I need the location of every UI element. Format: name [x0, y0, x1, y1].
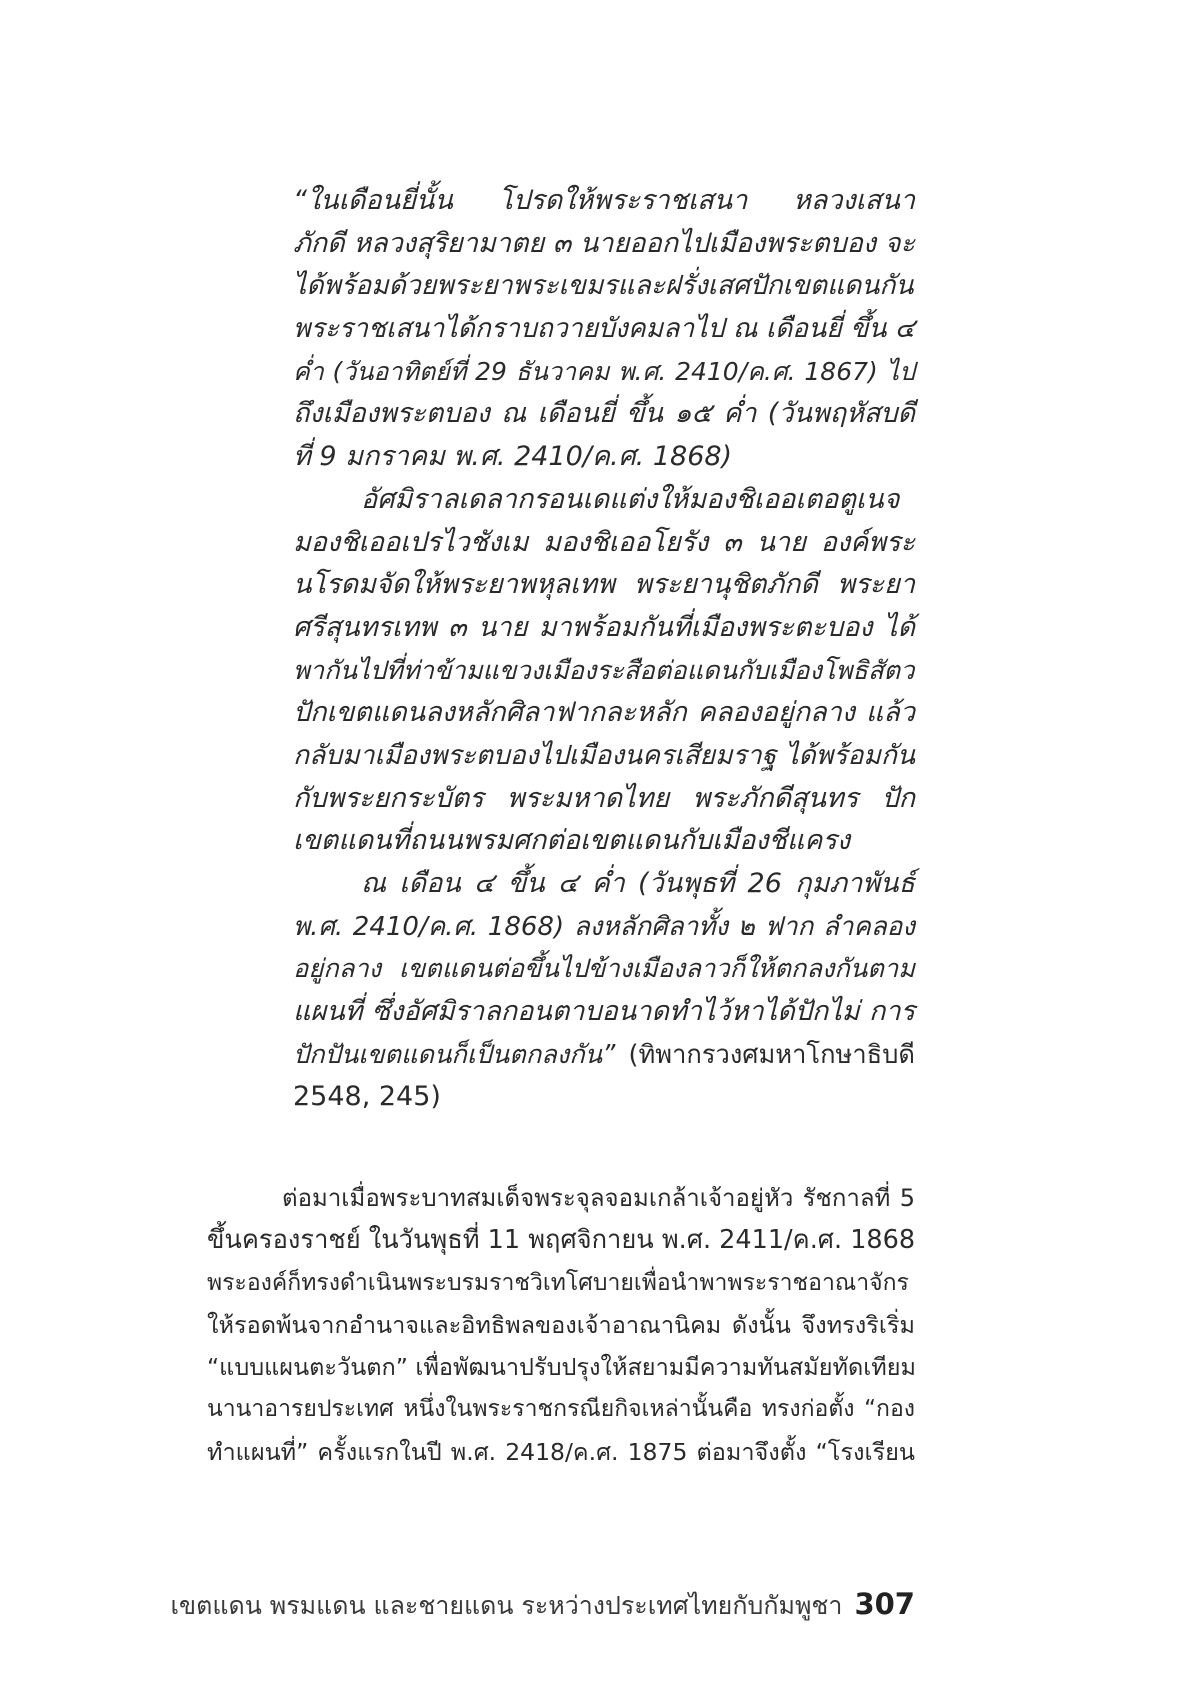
quote-line: อัศมิราลเดลากรอนเดแต่งให้มองชิเออเตอตูเนจ [361, 483, 900, 515]
quote-line: มองชิเออเปรไวชังเม มองชิเออโยรัง ๓ นาย องค์พระ [293, 526, 915, 558]
body-line: “แบบแผนตะวันตก” เพื่อพัฒนาปรับปรุงให้สยามมีความทันสมัยทัดเทียม [207, 1353, 917, 1382]
quote-line: อยู่กลาง เขตแดนต่อขึ้นไปข้างเมืองลาวก็ให้ตกลงกันตาม [293, 954, 915, 985]
quote-line: กลับมาเมืองพระตบองไปเมืองนครเสียมราฐ ได้พร้อมกัน [293, 739, 915, 771]
quote-line: พระราชเสนาได้กราบถวายบังคมลาไป ณ เดือนยี่ ขึ้น ๔ [293, 313, 915, 345]
page-number: 307 [854, 1587, 915, 1621]
quote-line: ที่ 9 มกราคม พ.ศ. 2410/ค.ศ. 1868) [293, 441, 733, 473]
quote-line: ปักเขตแดนลงหลักศิลาฟากละหลัก คลองอยู่กลาง แล้ว [293, 697, 915, 729]
quote-line: พากันไปที่ท่าข้ามแขวงเมืองระสือต่อแดนกับเมืองโพธิสัตว [293, 655, 915, 686]
quote-line: “ในเดือนยี่นั้น โปรดให้พระราชเสนา หลวงเสนา [293, 185, 915, 216]
page-footer [170, 1586, 915, 1626]
citation-end: 2548, 245) [293, 1081, 441, 1113]
quote-line: ศรีสุนทรเทพ ๓ นาย มาพร้อมกันที่เมืองพระตะบอง ได้ [293, 611, 915, 643]
quote-closing-text: ปักปันเขตแดนก็เป็นตกลงกัน” [293, 1039, 616, 1070]
quote-line: ได้พร้อมด้วยพระยาพระเขมรและฝรั่งเสศปักเขตแดนกัน [293, 270, 914, 302]
quote-line: ภักดี หลวงสุริยามาตย ๓ นายออกไปเมืองพระตบอง จะ [293, 227, 915, 259]
citation-text: (ทิพากรวงศมหาโกษาธิบดี [615, 1039, 915, 1070]
body-line: พระองค์ก็ทรงดำเนินพระบรมราชวิเทโศบายเพื่อนำพาพระราชอาณาจักร [207, 1269, 909, 1296]
quote-line: เขตแดนที่ถนนพรมศกต่อเขตแดนกับเมืองชีแครง [293, 825, 851, 857]
quote-line: ค่ำ (วันอาทิตย์ที่ 29 ธันวาคม พ.ศ. 2410/ค.ศ. 1867) ไป [293, 356, 915, 386]
quote-line: กับพระยกระบัตร พระมหาดไทย พระภักดีสุนทร ปัก [293, 782, 915, 814]
quote-line: แผนที่ ซึ่งอัศมิราลกอนตาบอนาดทำไว้หาได้ปักไม่ การ [293, 996, 915, 1028]
body-line: ขึ้นครองราชย์ ในวันพุธที่ 11 พฤศจิกายน พ.ศ. 2411/ค.ศ. 1868 [207, 1225, 916, 1256]
body-line: ทำแผนที่” ครั้งแรกในปี พ.ศ. 2418/ค.ศ. 1875 ต่อมาจึงตั้ง “โรงเรียน [207, 1437, 915, 1466]
quote-line: ณ เดือน ๔ ขึ้น ๔ ค่ำ (วันพุธที่ 26 กุมภาพันธ์ [361, 868, 915, 899]
quote-line [293, 1034, 915, 1077]
body-line: ต่อมาเมื่อพระบาทสมเด็จพระจุลจอมเกล้าเจ้าอยู่หัว รัชกาลที่ 5 [282, 1184, 915, 1212]
body-line: นานาอารยประเทศ หนึ่งในพระราชกรณียกิจเหล่านั้นคือ ทรงก่อตั้ง “กอง [207, 1396, 915, 1423]
quote-line: ถึงเมืองพระตบอง ณ เดือนยี่ ขึ้น ๑๕ ค่ำ (วันพฤหัสบดี [293, 398, 915, 430]
running-title: เขตแดน พรมแดน และชายแดน ระหว่างประเทศไทยกับกัมพูชา [170, 1591, 843, 1620]
block-quote [293, 180, 915, 1119]
body-paragraph [207, 1177, 915, 1473]
quote-line: พ.ศ. 2410/ค.ศ. 1868) ลงหลักศิลาทั้ง ๒ ฟาก ลำคลอง [293, 911, 915, 942]
quote-line: นโรดมจัดให้พระยาพหุลเทพ พระยานุชิตภักดี พระยา [293, 569, 915, 601]
body-line: ให้รอดพ้นจากอำนาจและอิทธิพลของเจ้าอาณานิคม ดังนั้น จึงทรงริเริ่ม [207, 1310, 915, 1339]
